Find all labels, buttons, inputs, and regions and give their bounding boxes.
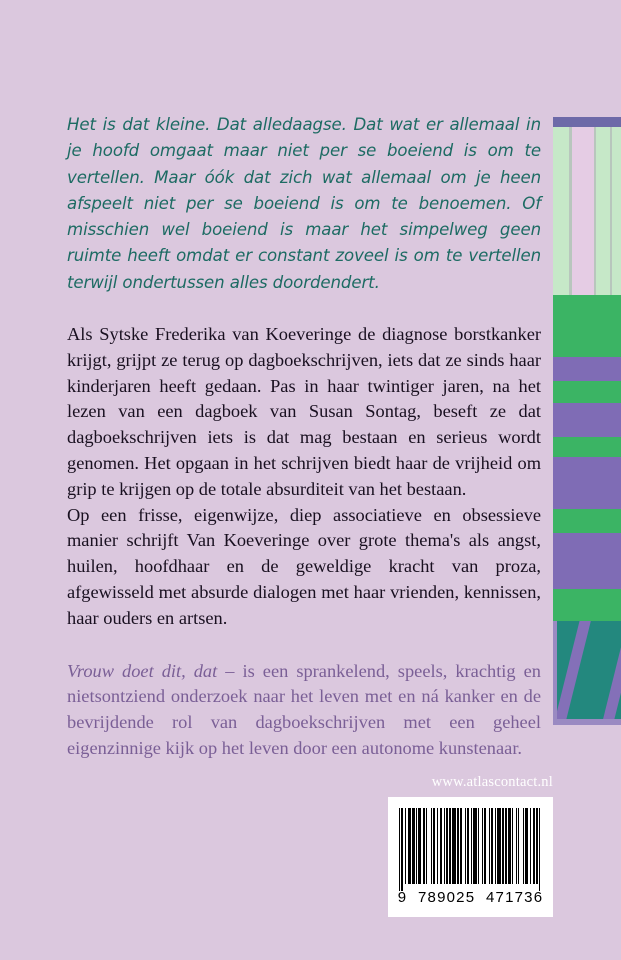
- artwork-vertical-stripes: [553, 127, 621, 295]
- isbn-barcode: [388, 797, 553, 917]
- closing-paragraph: [67, 659, 541, 762]
- artwork-diagonal-stripe-2: [553, 621, 598, 725]
- artwork-band-green-2: [553, 381, 621, 403]
- artwork-band-green-5: [553, 589, 621, 621]
- artwork-band-purple-2: [553, 403, 621, 437]
- artwork-diagonal-bottom-edge: [553, 719, 621, 725]
- blurb-paragraph-2: Op een frisse, eigenwijze, diep associatieve en obsessieve manier schrijft Van Koeveringe over grote thema's als angst, huilen, hoofdhaar en de geweldige kracht van proza, afgewisseld met absurde dialogen met haar vrienden, kennissen, haar ouders en artsen.: [67, 504, 541, 628]
- artwork-diagonal-left-edge: [553, 621, 557, 725]
- stripe-pink: [572, 127, 594, 295]
- cover-artwork-strip: [553, 117, 621, 725]
- artwork-band-green-1: [553, 295, 621, 357]
- blurb-text-column: [67, 112, 541, 762]
- pull-quote: Het is dat kleine. Dat alledaagse. Dat wat er allemaal in je hoofd omgaat maar niet per se boeiend is om te vertellen. Maar óók dat zich wat allemaal om je heen afspeelt niet per se boeiend is om te benoemen. Of misschien wel boeiend is maar het simpelweg geen ruimte heeft omdat er constant zoveel is om te vertellen terwijl ondertussen alles doordendert.: [67, 115, 541, 292]
- closing-paragraph-rest: – is een sprankelend, speels, krachtig en nietsontziend onderzoek naar het leven met en ná kanker en de bevrijdende rol van dagboekschrijven met een geheel eigenzinnige kijk op het leven door een autonome kunstenaar.: [67, 660, 541, 759]
- barcode-bars: [399, 808, 542, 891]
- artwork-band-purple-3: [553, 457, 621, 509]
- stripe-green-3: [612, 127, 621, 295]
- isbn-digits: 9 789025 471736: [397, 889, 544, 906]
- book-title-italic: Vrouw doet dit, dat: [67, 660, 218, 681]
- stripe-green-2: [596, 127, 610, 295]
- artwork-diagonal-teal-panel: [553, 621, 621, 725]
- blurb-paragraph-1: Als Sytske Frederika van Koeveringe de diagnose borstkanker krijgt, grijpt ze terug op dagboekschrijven, iets dat ze sinds haar kinderjaren heeft gedaan. Pas in haar twintiger jaren, na het lezen van een dagboek van Susan Sontag, beseft ze dat dagboekschrijven iets is dat mag bestaan en serieus wordt genomen. Het opgaan in het schrijven biedt haar de vrijheid om grip te krijgen op de totale absurditeit van het bestaan.: [67, 324, 541, 499]
- artwork-band-purple-1: [553, 357, 621, 381]
- artwork-band-green-3: [553, 437, 621, 457]
- stripe-green-1: [553, 127, 569, 295]
- publisher-website[interactable]: www.atlascontact.nl: [431, 774, 553, 790]
- artwork-diagonal-stripe-3: [595, 621, 621, 725]
- artwork-band-green-4: [553, 509, 621, 533]
- artwork-band-purple-4: [553, 533, 621, 589]
- artwork-band-purple-top: [553, 117, 621, 127]
